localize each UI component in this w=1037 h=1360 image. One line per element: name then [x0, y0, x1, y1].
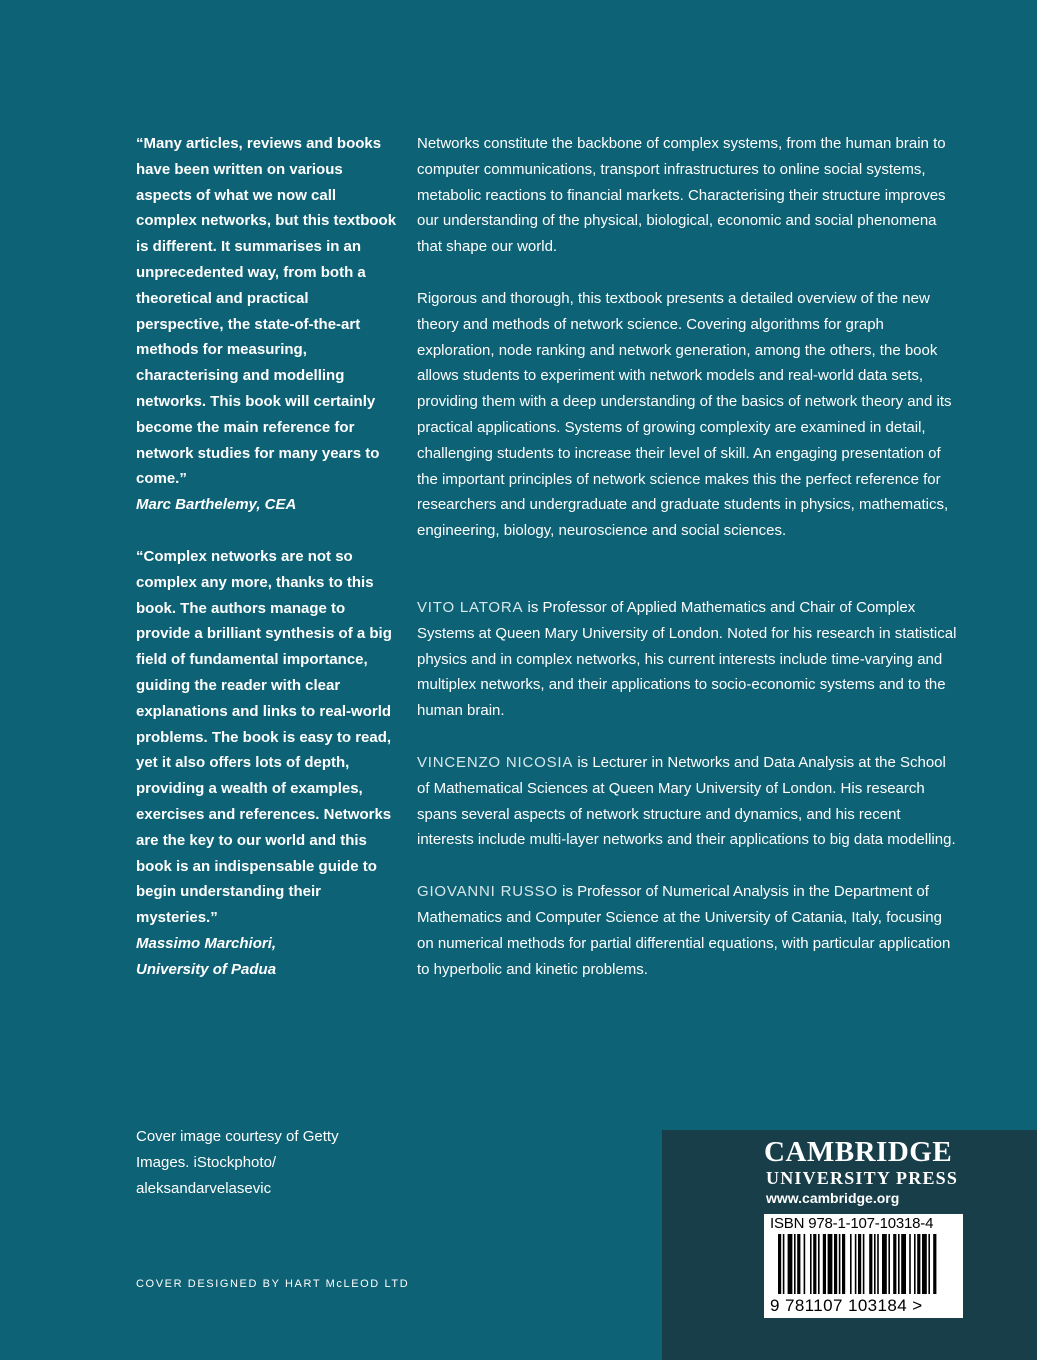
barcode-bar: [818, 1234, 820, 1294]
barcode-bar: [778, 1234, 781, 1294]
barcode-bar: [828, 1234, 833, 1294]
isbn-number: 978-1-107-10318-4: [808, 1215, 934, 1232]
barcode-bar: [783, 1234, 785, 1294]
barcode-bar: [794, 1234, 796, 1294]
barcode-bar: [855, 1234, 857, 1294]
barcode-bar: [823, 1234, 826, 1294]
endorsement-2: [136, 544, 398, 983]
barcode-bar: [788, 1234, 793, 1294]
author-name: VITO LATORA: [417, 598, 524, 616]
endorsement-1: [136, 131, 398, 518]
author-bio-text: is Professor of Applied Mathematics and Chair of Complex Systems at Queen Mary University of London. Noted for his research in statistical physics and in complex networks, his current interests include time-varying and multiplex networks, and their applications to socio-economic systems and to the human brain.: [417, 598, 957, 720]
barcode-bar: [834, 1234, 837, 1294]
barcode-bar: [850, 1234, 852, 1294]
barcode-bar: [874, 1234, 876, 1294]
cover-designer-credit: COVER DESIGNED BY HART McLEOD LTD: [136, 1278, 410, 1290]
barcode-bar: [842, 1234, 845, 1294]
author-bio-nicosia: [417, 750, 957, 853]
cover-image-credit: Cover image courtesy of Getty Images. iStockphoto/ aleksandarvelasevic: [136, 1128, 339, 1197]
barcode-bar: [893, 1234, 896, 1294]
endorsement-text: “Complex networks are not so complex any more, thanks to this book. The authors manage to provide a brilliant synthesis of a big field of fundamental importance, guiding the reader with clear explanations and links to real-world problems. The book is easy to read, yet it also offers lots of depth, providing a wealth of examples, exercises and references. Networks are the key to our world and this book is an indispensable guide to begin understanding their mysteries.”: [136, 547, 392, 927]
barcode-bar: [804, 1234, 806, 1294]
author-bio-latora: [417, 595, 957, 724]
barcode-bar: [909, 1234, 911, 1294]
barcode-bar: [839, 1234, 841, 1294]
barcode-bar: [810, 1234, 812, 1294]
publisher-press: UNIVERSITY PRESS: [766, 1168, 959, 1188]
publisher-panel: [662, 1130, 1037, 1360]
barcode-bar: [922, 1234, 927, 1294]
blurb-paragraph-2: Rigorous and thorough, this textbook presents a detailed overview of the new theory and methods of network science. Covering algorithms for graph exploration, node ranking and network generation, among the others, the book allows students to experiment with network models and real-world data sets, providing them with a deep understanding of the basics of network theory and its practical applications. Systems of growing complexity are examined in detail, challenging students to increase their level of skill. An engaging presentation of the important principles of network science makes this the perfect reference for researchers and undergraduate and graduate students in physics, mathematics, engineering, biology, neuroscience and social sciences.: [417, 289, 952, 540]
description-column: [417, 131, 957, 1008]
barcode-bar: [797, 1234, 800, 1294]
isbn-line: [770, 1215, 933, 1232]
author-bio-russo: [417, 879, 957, 982]
publisher-name: CAMBRIDGE: [764, 1136, 953, 1168]
endorsement-author: Marc Barthelemy, CEA: [136, 496, 297, 514]
barcode-bar: [933, 1234, 936, 1294]
isbn-label: ISBN: [770, 1215, 805, 1232]
author-name: GIOVANNI RUSSO: [417, 883, 558, 901]
barcode-bar: [928, 1234, 930, 1294]
endorsement-affiliation: University of Padua: [136, 960, 277, 978]
author-bio-text: is Professor of Numerical Analysis in the Department of Mathematics and Computer Science at the University of Catania, Italy, focusing on numerical methods for partial differential equations, with particular application to hyperbolic and kinetic problems.: [417, 883, 951, 978]
barcode-bar: [914, 1234, 916, 1294]
barcode-bar: [858, 1234, 861, 1294]
publisher-url: www.cambridge.org: [766, 1190, 900, 1206]
author-name: VINCENZO NICOSIA: [417, 753, 574, 771]
barcode-bar: [917, 1234, 920, 1294]
author-bio-text: is Lecturer in Networks and Data Analysis at the School of Mathematical Sciences at Queen Mary University of London. His research spans several aspects of network structure and dynamics, and his recent interests include multi-layer networks and their applications to big data modelling.: [417, 753, 956, 849]
barcode-bar: [877, 1234, 879, 1294]
barcode-digits: 9 781107 103184 >: [770, 1296, 923, 1315]
barcode-icon: [764, 1234, 963, 1298]
barcode-bar: [863, 1234, 865, 1294]
barcode-bar: [901, 1234, 906, 1294]
endorsement-text: “Many articles, reviews and books have been written on various aspects of what we now call complex networks, but this textbook is different. It summarises in an unprecedented way, from both a theoretical and practical perspective, the state-of-the-art methods for measuring, characterising and modelling networks. This book will certainly become the main reference for network studies for many years to come.”: [136, 135, 397, 488]
barcode-bar: [898, 1234, 900, 1294]
barcode-bar: [882, 1234, 887, 1294]
endorsements: [136, 131, 398, 1009]
barcode-bar: [888, 1234, 890, 1294]
barcode-bar: [813, 1234, 816, 1294]
isbn-barcode: [764, 1214, 963, 1318]
endorsement-author: Massimo Marchiori,: [136, 934, 277, 952]
blurb-paragraph-1: Networks constitute the backbone of complex systems, from the human brain to computer communications, transport infrastructures to online social systems, metabolic reactions to financial markets. Characterising their structure improves our understanding of the physical, biological, economic and social phenomena that shape our world.: [417, 135, 946, 256]
barcode-bar: [869, 1234, 872, 1294]
